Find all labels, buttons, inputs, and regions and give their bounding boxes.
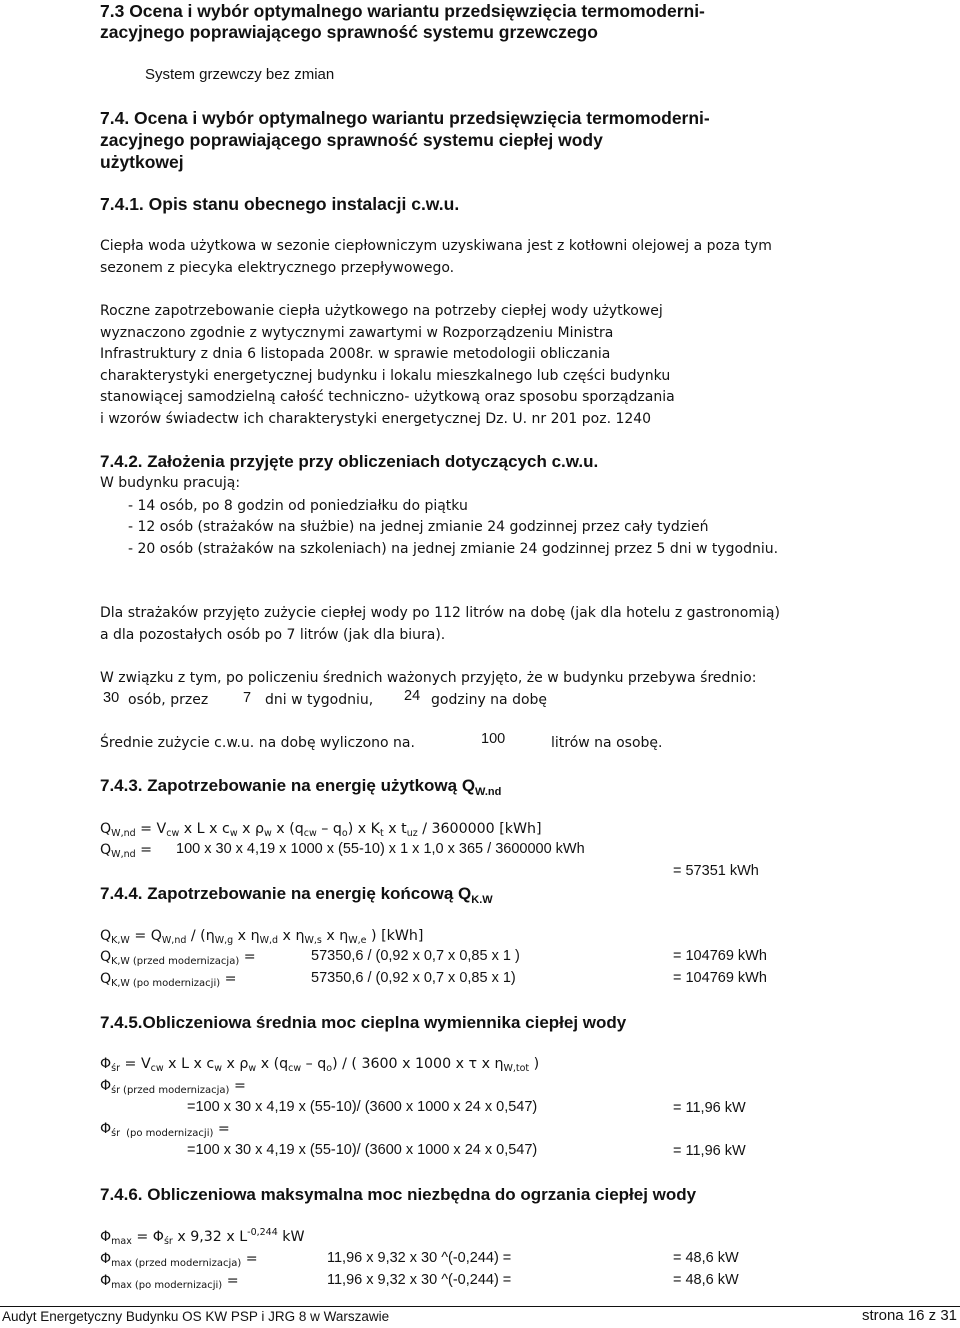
- phi-max-result-before: = 48,6 kW: [673, 1250, 739, 1266]
- qkw-calc-after: 57350,6 / (0,92 x 0,7 x 0,85 x 1): [311, 970, 516, 986]
- phi-sr-calc-before: =100 x 30 x 4,19 x (55-10)/ (3600 x 1000 x 24 x 0,547): [187, 1099, 538, 1115]
- paragraph-2-line-3: Infrastruktury z dnia 6 listopada 2008r. w sprawie metodologii obliczania: [100, 346, 611, 362]
- heading-7-4-5: 7.4.5.Obliczeniowa średnia moc cieplna wymiennika ciepłej wody: [100, 1013, 627, 1032]
- qkw-label-before: $Q_{K,W (przed modernizacja)}$ =: [100, 949, 256, 967]
- heading-7-3-line-2: zacyjnego poprawiającego sprawność systemu grzewczego: [100, 22, 598, 42]
- heading-7-4-line-1: 7.4. Ocena i wybór optymalnego wariantu przedsięwzięcia termomoderni-: [100, 108, 710, 128]
- footer-rule: [0, 1306, 960, 1307]
- formula-phi-max: $\Phi_{max} = \Phi_{śr}$ x 9,32 x $L^{-0,244}$ kW: [100, 1227, 305, 1247]
- usage-label: Średnie zużycie c.w.u. na dobę wyliczono na.: [100, 735, 415, 751]
- qkw-result-before: = 104769 kWh: [673, 948, 767, 964]
- qkw-calc-before: 57350,6 / (0,92 x 0,7 x 0,85 x 1 ): [311, 948, 520, 964]
- heading-7-4-1: 7.4.1. Opis stanu obecnego instalacji c.w.u.: [100, 194, 460, 214]
- heading-7-4-line-3: użytkowej: [100, 152, 184, 172]
- heading-7-4-2: 7.4.2. Założenia przyjęte przy obliczeniach dotyczących c.w.u.: [100, 452, 599, 471]
- paragraph-3-line-2: a dla pozostałych osób po 7 litrów (jak dla biura).: [100, 627, 446, 643]
- workers-item: - 20 osób (strażaków na szkoleniach) na jednej zmianie 24 godzinnej przez 5 dni w tygodniu.: [128, 541, 779, 557]
- paragraph-2-line-5: stanowiącej samodzielną całość techniczno- użytkową oraz sposobu sporządzania: [100, 389, 675, 405]
- phi-sr-label-before: $\Phi_{śr (przed modernizacja)}$ =: [100, 1078, 246, 1096]
- phi-sr-result-before: = 11,96 kW: [673, 1100, 746, 1116]
- formula-qkw: $Q_{K,W} = Q_{W,nd} / (\eta_{W,g}$ x $\eta_{W,d}$ x $\eta_{W,s}$ x $\eta_{W,e}$ ) [kWh]: [100, 928, 424, 946]
- phi-sr-label-after: $\Phi_{śr (po modernizacji)}$ =: [100, 1121, 230, 1139]
- paragraph-2-line-4: charakterystyki energetycznej budynku i lokalu mieszkalnego lub części budynku: [100, 368, 671, 384]
- phi-max-calc-after: 11,96 x 9,32 x 30 ^(-0,244) =: [327, 1272, 512, 1288]
- avg-days-label: dni w tygodniu,: [265, 692, 374, 708]
- heating-system-note: System grzewczy bez zmian: [145, 66, 335, 83]
- heading-7-4-4: 7.4.4. Zapotrzebowanie na energię końcową $Q_{K.W}$: [100, 884, 493, 906]
- heading-7-4-3: 7.4.3. Zapotrzebowanie na energię użytkową $Q_{W.nd}$: [100, 776, 502, 798]
- qkw-result-after: = 104769 kWh: [673, 970, 767, 986]
- avg-persons-value: 30: [103, 690, 120, 706]
- heading-7-4-6: 7.4.6. Obliczeniowa maksymalna moc niezbędna do ogrzania ciepłej wody: [100, 1185, 697, 1204]
- phi-max-result-after: = 48,6 kW: [673, 1272, 739, 1288]
- usage-value: 100: [481, 731, 506, 747]
- phi-max-label-before: $\Phi_{max (przed modernizacja)}$ =: [100, 1251, 258, 1269]
- phi-max-label-after: $\Phi_{max (po modernizacji)}$ =: [100, 1273, 239, 1291]
- page-number: strona 16 z 31: [861, 1307, 957, 1324]
- paragraph-2-line-6: i wzorów świadectw ich charakterystyki energetycznej Dz. U. nr 201 poz. 1240: [100, 411, 652, 427]
- paragraph-3-line-1: Dla strażaków przyjęto zużycie ciepłej wody po 112 litrów na dobę (jak dla hotelu z gastronomią): [100, 605, 780, 621]
- formula-phi-sr: $\Phi_{śr} = V_{cw}$ x L x $c_w$ x $\rho_w$ x $(q_{cw} - q_o)$ / ( 3600 x 1000 x τ x $\eta_{W,tot}$ ): [100, 1056, 540, 1074]
- paragraph-1-line-2: sezonem z piecyka elektrycznego przepływowego.: [100, 260, 455, 276]
- formula-qwnd: $Q_{W,nd} = V_{cw}$ x L x $c_w$ x $\rho_w$ x $(q_{cw} - q_o)$ x $K_t$ x $t_{uz} / 3600000$ [kWh]: [100, 821, 542, 839]
- workers-item: - 14 osób, po 8 godzin od poniedziałku do piątku: [128, 498, 468, 514]
- paragraph-2-line-1: Roczne zapotrzebowanie ciepła użytkowego na potrzeby ciepłej wody użytkowej: [100, 303, 663, 319]
- heading-7-4-line-2: zacyjnego poprawiającego sprawność systemu ciepłej wody: [100, 130, 603, 150]
- formula-qwnd-values-label: $Q_{W,nd}$ =: [100, 842, 153, 860]
- phi-max-calc-before: 11,96 x 9,32 x 30 ^(-0,244) =: [327, 1250, 512, 1266]
- paragraph-1-line-1: Ciepła woda użytkowa w sezonie ciepłowniczym uzyskiwana jest z kotłowni olejowej a poza tym: [100, 238, 772, 254]
- avg-hours-label: godziny na dobę: [431, 692, 548, 708]
- workers-item: - 12 osób (strażaków na służbie) na jednej zmianie 24 godzinnej przez cały tydzień: [128, 519, 709, 535]
- qkw-label-after: $Q_{K,W (po modernizacji)}$ =: [100, 971, 237, 989]
- avg-hours-value: 24: [404, 688, 421, 704]
- qwnd-calc: 100 x 30 x 4,19 x 1000 x (55-10) x 1 x 1,0 x 365 / 3600000 kWh: [176, 841, 585, 857]
- qwnd-result: = 57351 kWh: [673, 863, 759, 879]
- phi-sr-calc-after: =100 x 30 x 4,19 x (55-10)/ (3600 x 1000 x 24 x 0,547): [187, 1142, 538, 1158]
- avg-persons-label: osób, przez: [128, 692, 209, 708]
- avg-days-value: 7: [243, 690, 252, 706]
- workers-intro: W budynku pracują:: [100, 475, 241, 491]
- usage-unit: litrów na osobę.: [551, 735, 663, 751]
- paragraph-4: W związku z tym, po policzeniu średnich ważonych przyjęto, że w budynku przebywa średnio:: [100, 670, 757, 686]
- heading-7-3-line-1: 7.3 Ocena i wybór optymalnego wariantu przedsięwzięcia termomoderni-: [100, 1, 705, 21]
- paragraph-2-line-2: wyznaczono zgodnie z wytycznymi zawartymi w Rozporządzeniu Ministra: [100, 325, 614, 341]
- footer-title: Audyt Energetyczny Budynku OS KW PSP i JRG 8 w Warszawie: [2, 1309, 390, 1324]
- phi-sr-result-after: = 11,96 kW: [673, 1143, 746, 1159]
